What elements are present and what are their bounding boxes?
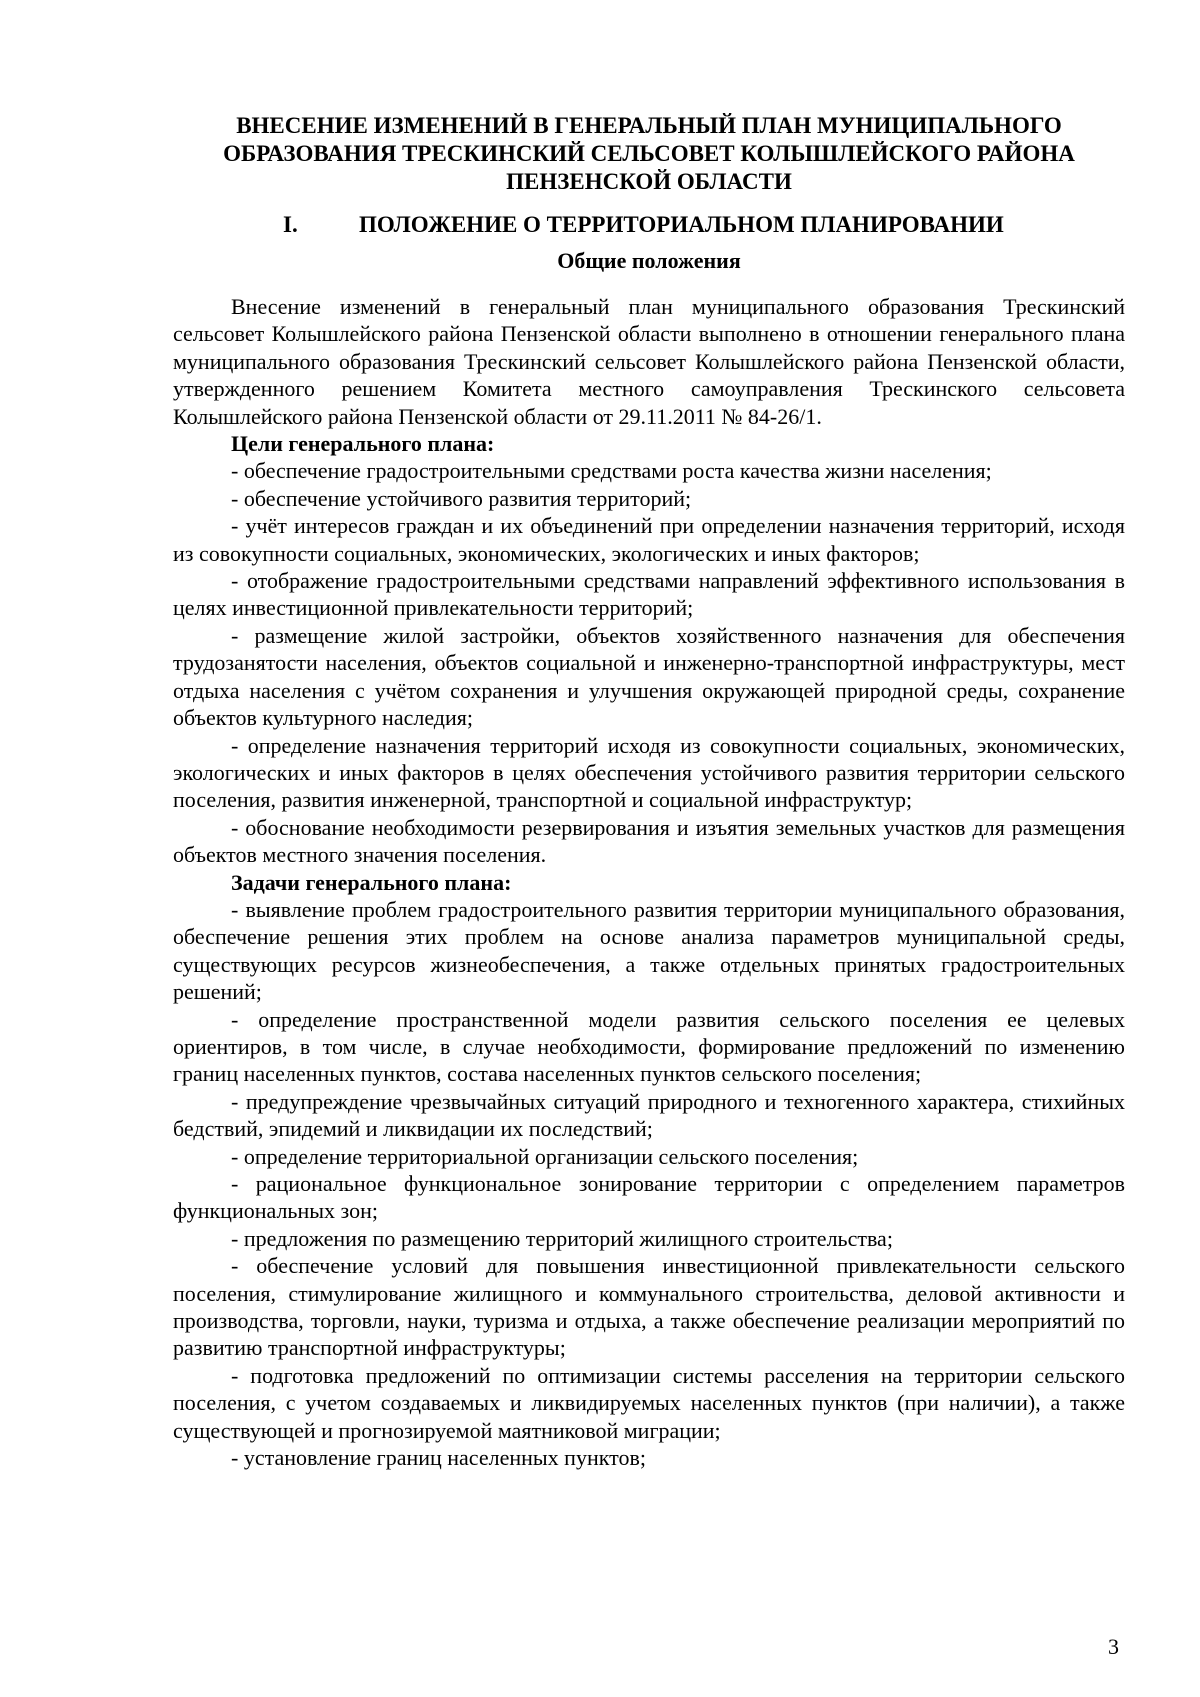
goal-item: - обеспечение устойчивого развития территорий; [231,485,692,511]
tasks-title: Задачи генерального плана: [231,869,512,895]
section-title: ПОЛОЖЕНИЕ О ТЕРРИТОРИАЛЬНОМ ПЛАНИРОВАНИИ [359,212,1004,237]
document-page [173,112,1125,1471]
goal-item: - отображение градостроительными средствами направлений эффективного использования в целях инвестиционной привлекательности территорий; [173,568,1125,621]
intro-paragraph: Внесение изменений в генеральный план муниципального образования Трескинский сельсовет Колышлейского района Пензенской области выполнено в отношении генерального плана муниципального образования Трескинский сельсовет Колышлейского района Пензенской области, утвержденного решением Комитета местного самоуправления Трескинского сельсовета Колышлейского района Пензенской области от 29.11.2011 № 84-26/1. [173,294,1125,429]
task-item: - подготовка предложений по оптимизации системы расселения на территории сельского поселения, с учетом создаваемых и ликвидируемых населенных пунктов (при наличии), а также существующей и прогнозируемой маятниковой миграции; [173,1362,1125,1443]
title-line-2: ОБРАЗОВАНИЯ ТРЕСКИНСКИЙ СЕЛЬСОВЕТ КОЛЫШЛЕЙСКОГО РАЙОНА [223,141,1075,166]
goal-item: - размещение жилой застройки, объектов хозяйственного назначения для обеспечения трудозанятости населения, объектов социальной и инженерно-транспортной инфраструктуры, мест отдыха населения с учётом сохранения и улучшения окружающей природной среды, сохранение объектов культурного наследия; [173,622,1125,731]
goal-item: - определение назначения территорий исходя из совокупности социальных, экономических, экологических и иных факторов в целях обеспечения устойчивого развития территории сельского поселения, развития инженерной, транспортной и социальной инфраструктур; [173,732,1125,813]
title-line-1: ВНЕСЕНИЕ ИЗМЕНЕНИЙ В ГЕНЕРАЛЬНЫЙ ПЛАН МУНИЦИПАЛЬНОГО [236,113,1062,138]
task-item: - рациональное функциональное зонирование территории с определением параметров функциональных зон; [173,1171,1125,1224]
section-heading [173,210,1125,240]
task-item: - определение пространственной модели развития сельского поселения ее целевых ориентиров, в том числе, в случае необходимости, формирование предложений по изменению границ населенных пунктов, состава населенных пунктов сельского поселения; [173,1006,1125,1087]
title-line-3: ПЕНЗЕНСКОЙ ОБЛАСТИ [506,169,792,194]
section-number: I. [283,212,298,237]
task-item: - предупреждение чрезвычайных ситуаций природного и техногенного характера, стихийных бедствий, эпидемий и ликвидации их последствий; [173,1088,1125,1142]
task-item: - выявление проблем градостроительного развития территории муниципального образования, обеспечение решения этих проблем на основе анализа параметров муниципальной среды, существующих ресурсов жизнеобеспечения, а также отдельных принятых градостроительных решений; [173,896,1125,1005]
goal-item: - учёт интересов граждан и их объединений при определении назначения территорий, исходя из совокупности социальных, экономических, экологических и иных факторов; [173,513,1125,566]
page-number: 3 [1108,1634,1119,1659]
document-title [173,112,1125,196]
task-item: - установление границ населенных пунктов; [231,1445,646,1471]
goal-item: - обеспечение градостроительными средствами роста качества жизни населения; [231,458,992,484]
subheading-general: Общие положения [557,248,741,273]
task-item: - определение территориальной организации сельского поселения; [231,1143,859,1169]
goals-title: Цели генерального плана: [231,431,495,457]
task-item: - предложения по размещению территорий жилищного строительства; [231,1225,893,1251]
goal-item: - обоснование необходимости резервирования и изъятия земельных участков для размещения объектов местного значения поселения. [173,814,1125,868]
task-item: - обеспечение условий для повышения инвестиционной привлекательности сельского поселения, стимулирование жилищного и коммунального строительства, деловой активности и производства, торговли, науки, туризма и отдыха, а также обеспечение реализации мероприятий по развитию транспортной инфраструктуры; [173,1253,1125,1361]
